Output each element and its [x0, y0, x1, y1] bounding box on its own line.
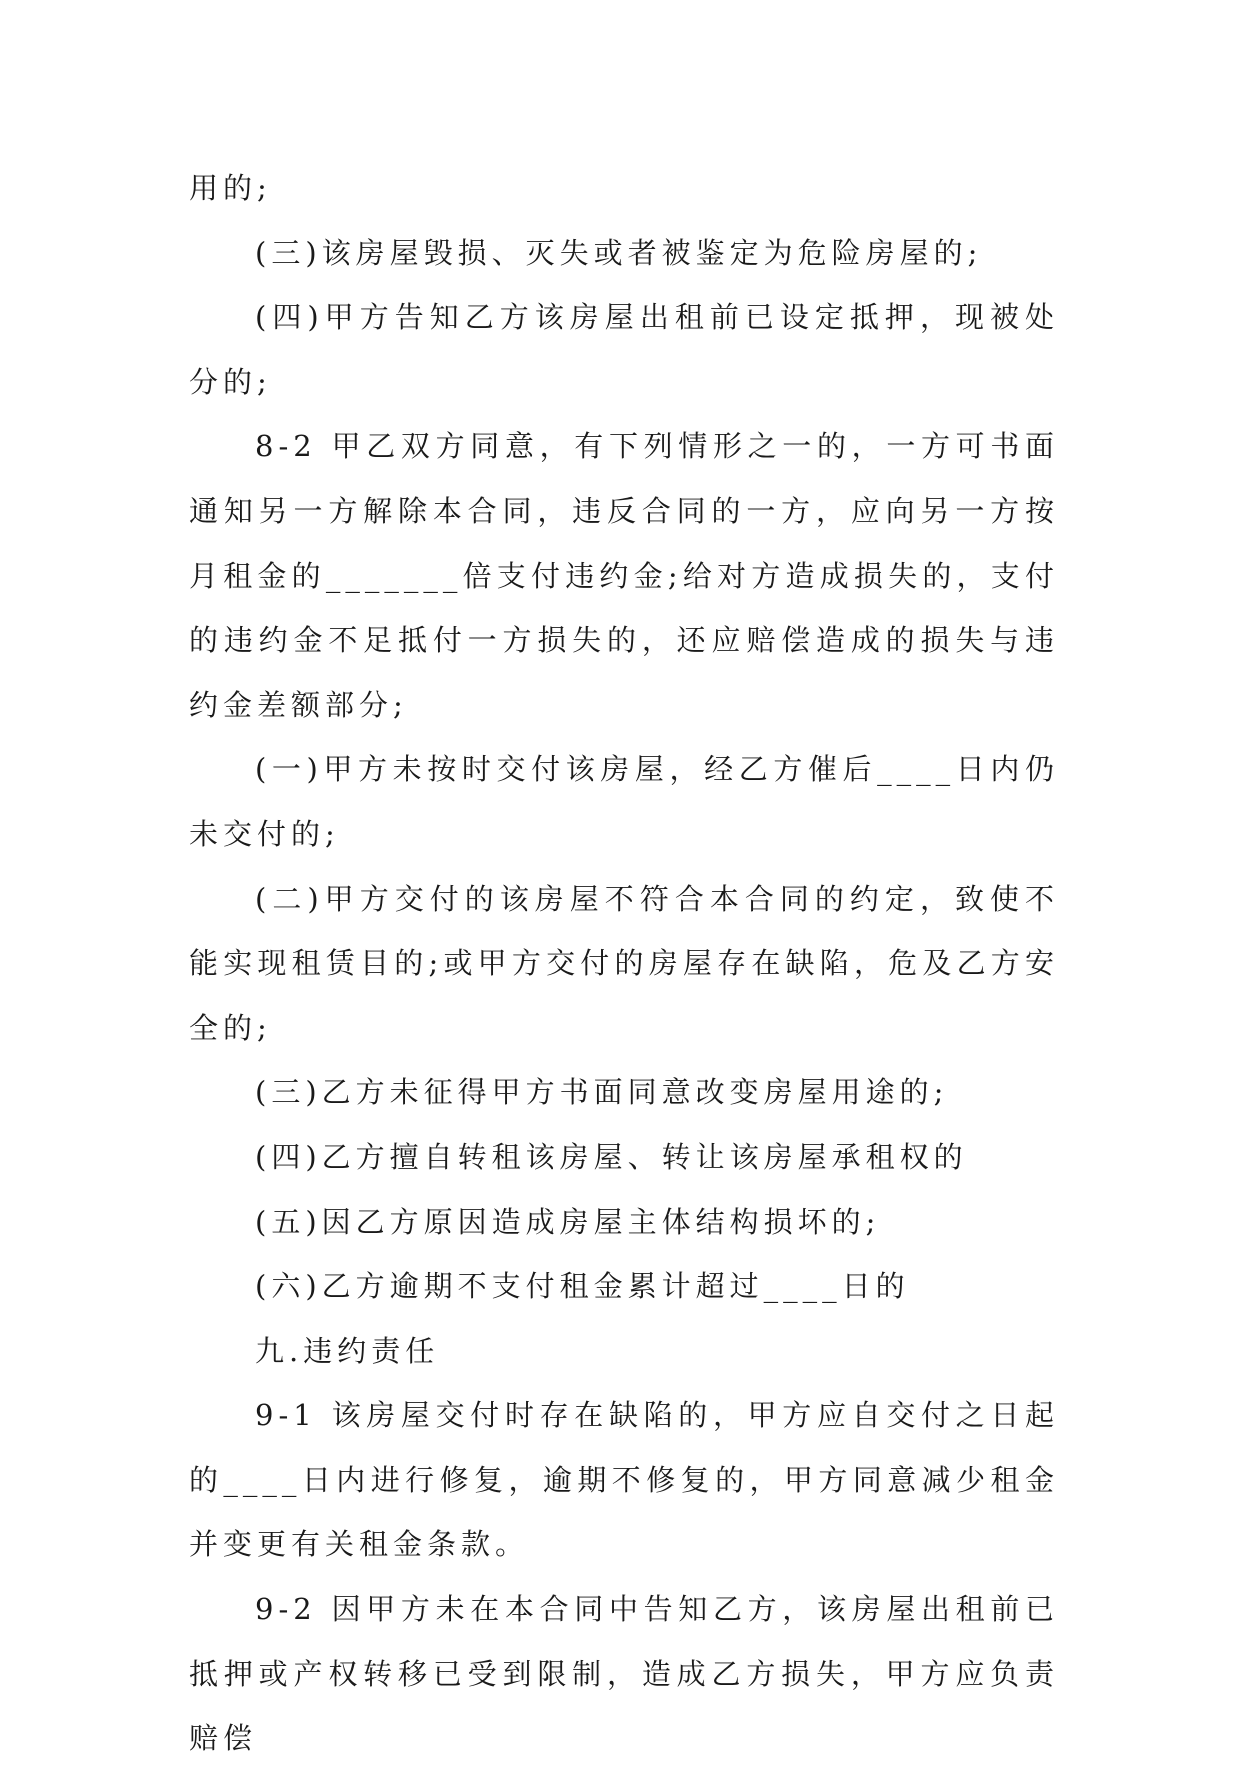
paragraph-5: (一)甲方未按时交付该房屋，经乙方催后____日内仍未交付的; — [189, 752, 1059, 851]
paragraph-9: (五)因乙方原因造成房屋主体结构损坏的; — [255, 1204, 881, 1239]
paragraph-13: 9-2 因甲方未在本合同中告知乙方，该房屋出租前已抵押或产权转移已受到限制，造成乙方损失，甲方应负责赔偿 — [189, 1592, 1059, 1756]
paragraph-8: (四)乙方擅自转租该房屋、转让该房屋承租权的 — [255, 1139, 968, 1174]
paragraph-10: (六)乙方逾期不支付租金累计超过____日的 — [255, 1269, 910, 1304]
paragraph-7: (三)乙方未征得甲方书面同意改变房屋用途的; — [255, 1075, 949, 1110]
paragraph-12: 9-1 该房屋交付时存在缺陷的，甲方应自交付之日起的____日内进行修复，逾期不修复的，甲方同意减少租金并变更有关租金条款。 — [189, 1398, 1059, 1562]
section-heading: 九.违约责任 — [255, 1333, 440, 1368]
paragraph-3: (四)甲方告知乙方该房屋出租前已设定抵押，现被处分的; — [189, 300, 1059, 399]
paragraph-4: 8-2 甲乙双方同意，有下列情形之一的，一方可书面通知另一方解除本合同，违反合同的一方，应向另一方按月租金的_______倍支付违约金;给对方造成损失的，支付的违约金不足抵付一方损失的，还应赔偿造成的损失与违约金差额部分; — [189, 429, 1059, 722]
paragraph-2: (三)该房屋毁损、灭失或者被鉴定为危险房屋的; — [255, 235, 983, 270]
paragraph-6: (二)甲方交付的该房屋不符合本合同的约定，致使不能实现租赁目的;或甲方交付的房屋存在缺陷，危及乙方安全的; — [189, 881, 1059, 1045]
document-body — [189, 156, 1059, 1771]
paragraph-1: 用的; — [189, 171, 272, 205]
